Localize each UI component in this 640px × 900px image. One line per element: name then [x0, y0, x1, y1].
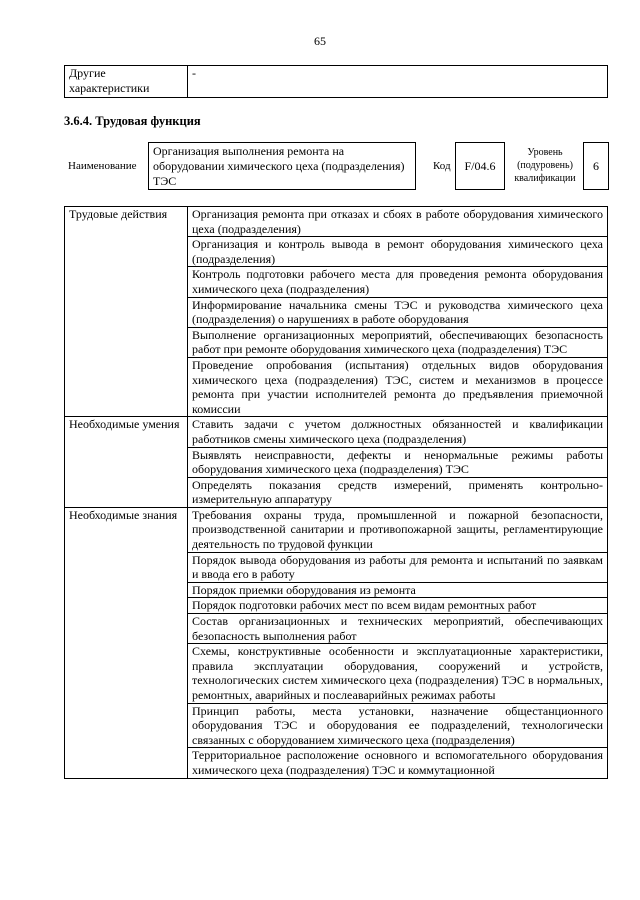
name-label: Наименование: [68, 160, 137, 172]
required-knowledge-item: Состав организационных и технических мероприятий, обеспечивающих безопасность выполнения работ: [188, 614, 608, 644]
labor-actions-item: Организация ремонта при отказах и сбоях в работе оборудования химического цеха (подразделения): [188, 207, 608, 237]
labor-actions-item: Выполнение организационных мероприятий, обеспечивающих безопасность работ при ремонте оборудования химического цеха (подразделения) ТЭС: [188, 327, 608, 357]
table-row: [65, 207, 608, 237]
labor-actions-item: Контроль подготовки рабочего места для проведения ремонта оборудования химического цеха (подразделения): [188, 267, 608, 297]
level-label: Уровень (подуровень) квалификации: [514, 147, 576, 184]
other-characteristics-value: -: [188, 66, 608, 98]
section-title: 3.6.4. Трудовая функция: [64, 114, 201, 128]
page-number: 65: [314, 34, 326, 48]
other-characteristics-table: [64, 65, 608, 98]
required-skills-item: Выявлять неисправности, дефекты и ненормальные режимы работы оборудования химического цеха (подразделения) ТЭС: [188, 447, 608, 477]
required-knowledge-item: Порядок вывода оборудования из работы для ремонта и испытаний по заявкам и ввода его в работу: [188, 552, 608, 582]
labor-actions-item: Информирование начальника смены ТЭС и руководства химического цеха (подразделения) о нарушениях в работе оборудования: [188, 297, 608, 327]
name-value: Организация выполнения ремонта на оборудовании химического цеха (подразделения) ТЭС: [148, 142, 416, 190]
table-row: [65, 507, 608, 552]
required-knowledge-item: Территориальное расположение основного и вспомогательного оборудования химического цеха (подразделения) ТЭС и коммутационной: [188, 748, 608, 778]
labor-actions-item: Проведение опробования (испытания) отдельных видов оборудования химического цеха (подразделения) ТЭС, систем и механизмов в процессе ремонта при участии исполнителей ремонта до предъявления приемочной комиссии: [188, 357, 608, 416]
required-skills-label: Необходимые умения: [65, 417, 188, 508]
required-skills-item: Определять показания средств измерений, применять контрольно-измерительную аппаратуру: [188, 477, 608, 507]
labor-actions-label: Трудовые действия: [65, 207, 188, 417]
required-skills-item: Ставить задачи с учетом должностных обязанностей и квалификации работников смены химического цеха (подразделения): [188, 417, 608, 447]
required-knowledge-item: Требования охраны труда, промышленной и пожарной безопасности, производственной санитарии и противопожарной защиты, регламентирующие деятельность по трудовой функции: [188, 507, 608, 552]
table-row: [65, 417, 608, 447]
required-knowledge-label: Необходимые знания: [65, 507, 188, 778]
required-knowledge-item: Порядок подготовки рабочих мест по всем видам ремонтных работ: [188, 598, 608, 614]
table-row: [65, 66, 608, 98]
required-knowledge-item: Принцип работы, места установки, назначение общестанционного оборудования ТЭС и оборудования ее подразделений, технологически связанных с оборудованием химического цеха (подразделения): [188, 703, 608, 748]
required-knowledge-item: Схемы, конструктивные особенности и эксплуатационные характеристики, правила эксплуатации оборудования, сооружений и устройств, технологических систем химического цеха (подразделения) ТЭС в нормальных, ремонтных, аварийных и послеаварийных режимах работы: [188, 644, 608, 703]
code-value: F/04.6: [455, 142, 505, 190]
code-label: Код: [433, 160, 451, 172]
labor-function-table: [64, 206, 608, 779]
level-value: 6: [583, 142, 609, 190]
required-knowledge-item: Порядок приемки оборудования из ремонта: [188, 582, 608, 598]
labor-actions-item: Организация и контроль вывода в ремонт оборудования химического цеха (подразделения): [188, 237, 608, 267]
other-characteristics-label: Другие характеристики: [65, 66, 188, 98]
